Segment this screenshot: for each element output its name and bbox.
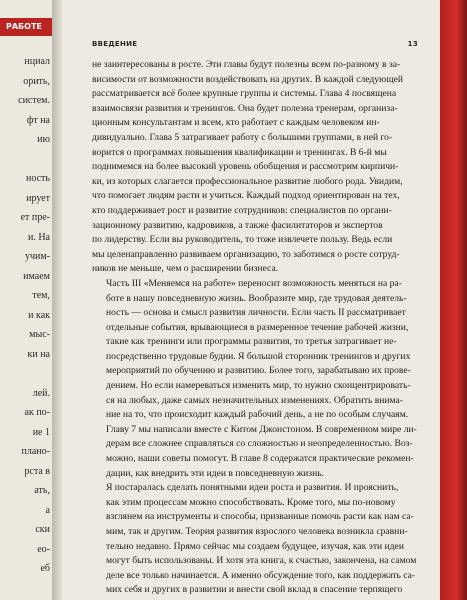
left-page-fragment: ирует [26, 192, 50, 204]
text-line: ние на то, что происходит каждый рабочий день, а не по особым случаям. [106, 409, 409, 421]
book-red-edge [440, 0, 467, 600]
text-line: такие как тренинги или программы развития, то третья затрагивает не- [106, 336, 397, 348]
left-page-fragment: орить, [23, 75, 50, 87]
paragraph [92, 277, 418, 481]
text-line: по лидерству. Если вы руководитель, то тоже извлечете пользу. Ведь если [92, 234, 393, 246]
text-line: мим, так и другим. Теория развития взрослого человека возникла сравни- [106, 526, 408, 537]
left-page-fragment: нциал [24, 56, 50, 67]
text-line: не заинтересованы в росте. Эти главы будут полезны всем по-разному в за- [92, 59, 401, 70]
left-page-fragment: ие 1 [32, 426, 50, 438]
left-page-fragment: и. На [27, 231, 50, 243]
left-page [0, 0, 52, 600]
left-page-fragment: тем, [32, 290, 50, 301]
left-page-fragment: ность [26, 173, 50, 184]
text-line: отдельные события, врывающиеся в размеренное течение рабочей жизни, [106, 321, 409, 333]
text-line: ционным консультантам и всем, кто работает с каждым человеком ин- [92, 117, 380, 129]
text-line: посредственно трудовые будни. Я большой сторонник тренингов и других [106, 350, 411, 362]
left-page-fragment: учим- [24, 251, 50, 262]
text-line: Главу 7 мы написали вместе с Китом Джонстоном. В современном мире ли- [106, 423, 417, 435]
running-head [92, 40, 418, 48]
left-page-fragment: ски [35, 524, 50, 535]
left-page-fragment: ию [37, 134, 50, 145]
left-page-fragment: мыс- [29, 329, 50, 340]
text-line: дивидуально. Глава 5 затрагивает работу с большими группами, в ней го- [92, 131, 393, 143]
left-page-fragment: еб [40, 563, 50, 574]
text-line: зационному развитию, кадровиков, а также фасилитаторов и экспертов [92, 219, 383, 231]
left-page-fragment: фт на [26, 114, 50, 126]
text-line: мы целенаправленно развиваем организацию, то заботимся о росте сотруд- [92, 248, 400, 260]
text-line: ся на любых, даже самых незначительных изменениях. Обратить внима- [106, 394, 403, 406]
left-page-fragment: а [45, 504, 50, 516]
left-page-fragment: имаем [23, 270, 50, 282]
book-gutter [52, 0, 62, 600]
left-page-fragment: плано- [21, 446, 50, 457]
text-line: Я постаралась сделать понятными идеи роста и развития. И прояснить, [106, 482, 399, 494]
left-page-fragment: лей. [32, 387, 50, 399]
text-line: взаимосвязи развития и тренингов. Она будет полезна тренерам, организа- [92, 102, 398, 114]
left-page-fragment: и как [28, 309, 50, 321]
text-line: дации, как внедрить эти идеи в повседневную жизнь. [106, 467, 324, 479]
text-line: ников не меньше, чем о расширении бизнеса. [92, 263, 279, 275]
text-line: боте в нашу повседневную жизнь. Вообразите мир, где трудовая деятель- [106, 292, 407, 304]
text-line: висимости от возможности воздействовать на других. В каждой следующей [92, 73, 403, 85]
text-line: тельно недавно. Прямо сейчас мы создаем будущее, изучая, как эти идеи [106, 540, 404, 552]
paragraph [92, 58, 418, 277]
text-line: поднимемся на более высокий уровень обобщения и рассмотрим кирпичи- [92, 161, 399, 173]
text-line: как этим процессам можно способствовать. Кроме того, мы по-новому [106, 496, 396, 508]
text-line: ки, из которых слагается профессиональное развитие любого рода. Увидим, [92, 175, 403, 187]
left-page-fragment: ет пре- [20, 212, 50, 223]
text-line: взглянем на инструменты и способы, призванные помочь расти как нам са- [106, 511, 414, 523]
paragraph [92, 481, 418, 598]
text-line: ность — основа и смысл развития личности. Если часть II рассматривает [106, 307, 406, 319]
text-line: можно, наши советы помогут. В главе 8 содержатся практические рекомен- [106, 453, 414, 465]
text-line: рассматривается всё более крупные группы и системы. Глава 4 посвящена [92, 88, 397, 100]
left-page-fragment: ак по- [24, 407, 50, 418]
left-page-fragment: ать, [34, 485, 50, 496]
text-line: деле все только начинается. А именно обсуждение того, как поддержать са- [106, 569, 416, 581]
left-page-header: РАБОТЕ [0, 18, 52, 36]
right-page [62, 0, 440, 600]
page-number: 13 [407, 40, 418, 48]
left-page-fragment: рста в [24, 465, 50, 477]
body-text [92, 58, 418, 598]
text-line: дением. Но если намереваться изменить мир, то нужно сконцентрировать- [106, 380, 411, 392]
text-line: мих себя и других в развитии и внести свой вклад в спасение терпящего [106, 584, 403, 596]
text-line: могут быть использованы. И хотя эта книга, к счастью, закончена, на самом [106, 555, 417, 567]
text-line: ворится о программах повышения квалификации и тренингах. В 6-й мы [92, 146, 387, 158]
text-line: что помогает людям расти и учиться. Каждый подход ориентирован на тех, [92, 190, 400, 202]
running-head-section: ВВЕДЕНИЕ [92, 40, 138, 48]
text-line: мероприятий по обучению и развитию. Более того, зарабатываю их прове- [106, 365, 411, 377]
left-page-fragment: ки на [27, 348, 50, 360]
left-page-fragment: систем. [18, 95, 50, 106]
text-line: Часть III «Меняемся на работе» переносит возможность меняться на ра- [106, 277, 402, 289]
text-line: кто поддерживает рост и развитие сотрудников: специалистов по органи- [92, 204, 392, 216]
left-page-fragment: ео- [37, 543, 50, 555]
text-line: дерам все сложнее справляться со сложностью и неопределенностью. Воз- [106, 438, 413, 450]
